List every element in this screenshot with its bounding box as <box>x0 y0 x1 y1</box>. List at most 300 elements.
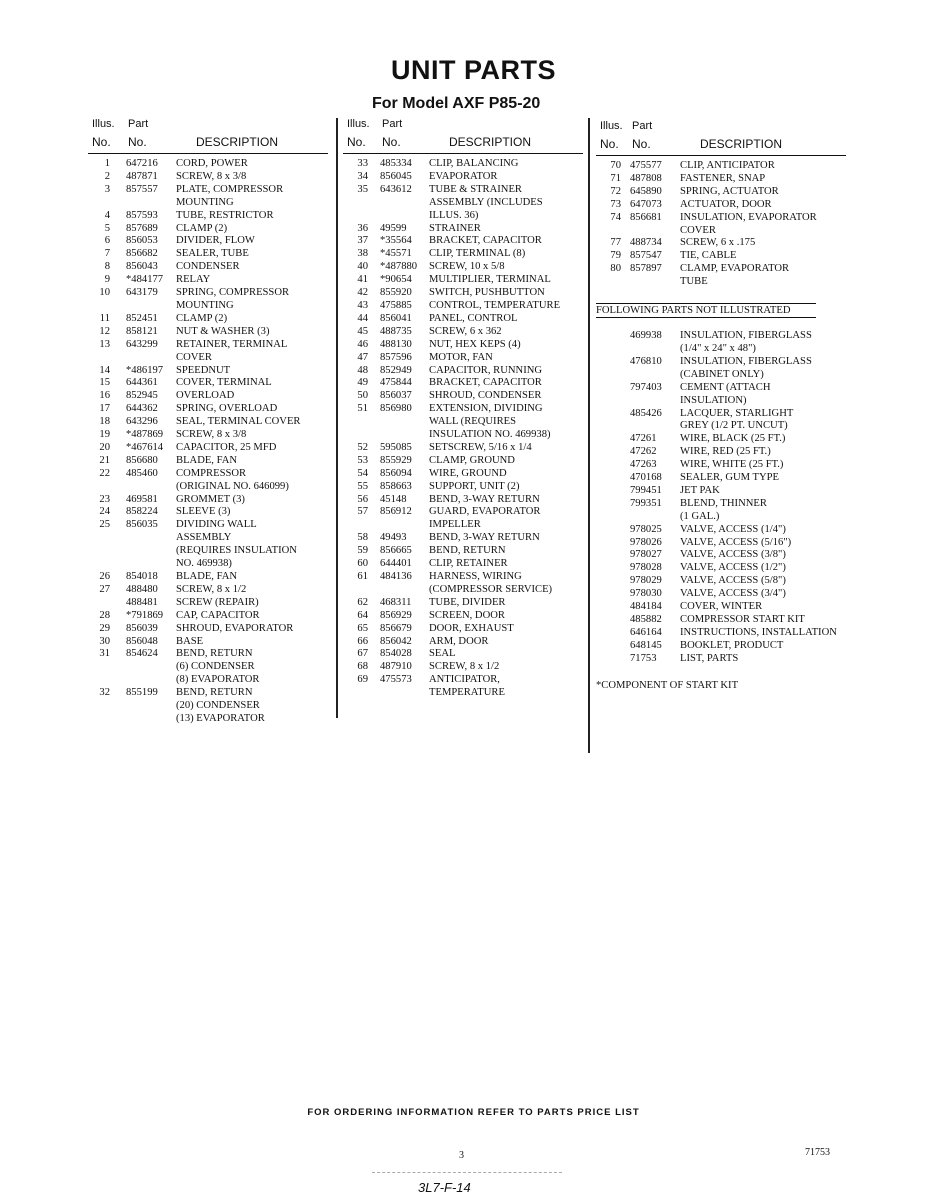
part-description: VALVE, ACCESS (5/16") <box>680 536 792 548</box>
illus-number: 20 <box>99 441 110 453</box>
illus-number: 26 <box>99 571 110 582</box>
table-row <box>596 237 846 250</box>
part-number: 978029 <box>630 575 662 587</box>
part-description: COMPRESSOR (ORIGINAL NO. 646099) <box>176 467 289 492</box>
part-number: 484184 <box>630 601 662 613</box>
part-description: BEND, 3-WAY RETURN <box>429 493 540 505</box>
illus-number: 9 <box>104 274 110 286</box>
part-description: BOOKLET, PRODUCT <box>680 639 784 651</box>
part-number: *484177 <box>126 274 164 286</box>
header-row-2 <box>88 135 328 154</box>
table-row <box>343 248 583 261</box>
part-description: NUT & WASHER (3) <box>176 325 270 337</box>
illus-number: 51 <box>357 403 368 415</box>
part-number: 645890 <box>630 185 662 197</box>
table-row <box>596 356 846 382</box>
part-description: SHROUD, EVAPORATOR <box>176 622 294 634</box>
part-description: SEAL <box>429 648 456 660</box>
illus-number: 14 <box>99 364 110 376</box>
part-description: LIST, PARTS <box>680 652 739 664</box>
part-description: SCREW, 8 x 3/8 <box>176 429 247 441</box>
illus-number: 18 <box>99 416 110 428</box>
part-description: INSTRUCTIONS, INSTALLATION <box>680 626 837 638</box>
part-description: SWITCH, PUSHBUTTON <box>429 287 545 299</box>
part-description: FASTENER, SNAP <box>680 172 766 184</box>
part-number: 856682 <box>126 248 158 260</box>
table-row <box>88 210 328 223</box>
illus-number: 72 <box>610 185 621 197</box>
part-number: 857596 <box>380 351 412 363</box>
illus-number: 64 <box>357 609 368 621</box>
illus-number: 36 <box>357 222 368 234</box>
illus-number: 11 <box>99 312 110 324</box>
illus-number: 73 <box>610 198 621 210</box>
part-description: DIVIDING WALL ASSEMBLY (REQUIRES INSULATION NO. 469938) <box>176 519 297 570</box>
part-description: CAPACITOR, RUNNING <box>429 364 543 376</box>
table-row <box>343 597 583 610</box>
part-description: RETAINER, TERMINAL COVER <box>176 338 288 363</box>
table-row <box>596 627 846 640</box>
part-description: CAP, CAPACITOR <box>176 609 260 621</box>
page-number: 3 <box>459 1150 464 1161</box>
table-row <box>88 377 328 390</box>
table-row <box>343 377 583 390</box>
part-description: BASE <box>176 635 204 647</box>
part-number: 856680 <box>126 454 158 466</box>
part-number: 475844 <box>380 377 412 389</box>
illus-number: 28 <box>99 609 110 621</box>
table-row <box>343 235 583 248</box>
part-number: 488481 <box>126 596 158 608</box>
table-row <box>596 498 846 524</box>
table-row <box>88 494 328 507</box>
table-row <box>343 636 583 649</box>
part-description: ARM, DOOR <box>429 635 489 647</box>
table-row <box>596 549 846 562</box>
part-description: VALVE, ACCESS (3/8") <box>680 549 786 561</box>
part-number: 852945 <box>126 390 158 402</box>
part-description: WIRE, GROUND <box>429 467 507 479</box>
illus-number: 37 <box>357 235 368 247</box>
part-description: WIRE, BLACK (25 FT.) <box>680 433 786 445</box>
part-description: SCREW, 6 x 362 <box>429 325 502 337</box>
part-description: SCREW, 6 x .175 <box>680 237 756 249</box>
illus-number: 65 <box>357 622 368 634</box>
part-description: SEALER, GUM TYPE <box>680 472 779 484</box>
illus-number: 38 <box>357 248 368 260</box>
table-row <box>596 537 846 550</box>
table-row <box>343 313 583 326</box>
part-description: CLAMP, EVAPORATOR TUBE <box>680 263 790 288</box>
illus-number: 48 <box>357 364 368 376</box>
part-description: DIVIDER, FLOW <box>176 235 255 247</box>
illus-number: 70 <box>610 160 621 171</box>
part-description: INSULATION, FIBERGLASS (CABINET ONLY) <box>680 355 812 380</box>
part-number: *35564 <box>380 235 412 247</box>
table-row <box>596 588 846 601</box>
part-description: NUT, HEX KEPS (4) <box>429 338 521 350</box>
part-description: CAPACITOR, 25 MFD <box>176 441 277 453</box>
header-no: No. <box>92 135 111 149</box>
part-description: MULTIPLIER, TERMINAL <box>429 274 551 286</box>
part-number: 643612 <box>380 183 412 195</box>
part-number: *791869 <box>126 609 164 621</box>
part-description: CLAMP, GROUND <box>429 454 515 466</box>
part-description: CEMENT (ATTACH INSULATION) <box>680 381 771 406</box>
parts-column-3 <box>596 120 846 691</box>
illus-number: 54 <box>357 467 368 479</box>
table-row <box>596 485 846 498</box>
illus-number: 24 <box>99 506 110 518</box>
illus-number: 55 <box>357 480 368 492</box>
part-number: 856665 <box>380 545 412 557</box>
illus-number: 67 <box>357 648 368 660</box>
table-row <box>343 610 583 623</box>
table-row <box>596 459 846 472</box>
part-number: 49493 <box>380 532 407 544</box>
part-number: *486197 <box>126 364 164 376</box>
part-number: 857593 <box>126 209 158 221</box>
part-description: BEND, RETURN <box>429 545 506 557</box>
part-description: STRAINER <box>429 222 481 234</box>
part-description: SUPPORT, UNIT (2) <box>429 480 520 492</box>
table-row <box>343 532 583 545</box>
part-number: 852451 <box>126 312 158 324</box>
illus-number: 22 <box>99 467 110 479</box>
table-row <box>343 365 583 378</box>
illus-number: 80 <box>610 263 621 275</box>
part-number: 856980 <box>380 403 412 415</box>
table-row <box>596 575 846 588</box>
illus-number: 16 <box>99 390 110 402</box>
part-number: 856679 <box>380 622 412 634</box>
illus-number: 7 <box>104 248 110 260</box>
illus-number: 8 <box>104 261 110 273</box>
illus-number: 10 <box>99 287 110 299</box>
part-number: 643296 <box>126 416 158 428</box>
table-row <box>88 158 328 171</box>
part-description: RELAY <box>176 274 211 286</box>
part-number: 647216 <box>126 158 158 169</box>
part-number: 856929 <box>380 609 412 621</box>
part-number: 475573 <box>380 674 412 686</box>
illus-number: 2 <box>104 170 110 182</box>
part-description: SEAL, TERMINAL COVER <box>176 416 301 428</box>
part-number: 71753 <box>630 652 657 664</box>
table-row <box>88 429 328 442</box>
part-number: 487910 <box>380 661 412 673</box>
part-description: OVERLOAD <box>176 390 235 402</box>
table-row <box>343 481 583 494</box>
footnote: *COMPONENT OF START KIT <box>596 679 739 691</box>
table-row <box>596 446 846 459</box>
part-number: 855199 <box>126 687 158 699</box>
header-description: DESCRIPTION <box>449 135 532 149</box>
part-number: 49599 <box>380 222 407 234</box>
illus-number: 3 <box>104 183 110 195</box>
table-row <box>88 171 328 184</box>
header-row-1 <box>596 120 846 137</box>
table-row <box>88 184 328 210</box>
part-description: COVER, WINTER <box>680 601 763 613</box>
header-part-no: No. <box>632 137 651 151</box>
table-row <box>343 494 583 507</box>
table-row <box>596 382 846 408</box>
table-row <box>88 468 328 494</box>
part-description: INSULATION, EVAPORATOR COVER <box>680 211 817 236</box>
part-description: SETSCREW, 5/16 x 1/4 <box>429 441 532 453</box>
part-number: 488735 <box>380 325 412 337</box>
part-description: GUARD, EVAPORATOR IMPELLER <box>429 506 541 531</box>
part-description: EVAPORATOR <box>429 170 498 182</box>
part-number: 646164 <box>630 626 662 638</box>
header-row-2 <box>343 135 583 154</box>
illus-number: 68 <box>357 661 368 673</box>
part-number: 488734 <box>630 237 662 249</box>
part-description: VALVE, ACCESS (5/8") <box>680 575 786 587</box>
header-part-no: No. <box>128 135 147 149</box>
part-number: 470168 <box>630 472 662 484</box>
table-row <box>88 571 328 584</box>
table-row <box>596 160 846 173</box>
illus-number: 61 <box>357 571 368 582</box>
table-row <box>88 416 328 429</box>
illus-number: 19 <box>99 429 110 441</box>
part-description: CORD, POWER <box>176 158 248 169</box>
table-row <box>343 184 583 223</box>
table-row <box>343 468 583 481</box>
part-number: 852949 <box>380 364 412 376</box>
part-description: EXTENSION, DIVIDING WALL (REQUIRES INSULATION NO. 469938) <box>429 403 551 441</box>
part-description: CONDENSER <box>176 261 240 273</box>
part-description: CLIP, TERMINAL (8) <box>429 248 526 260</box>
part-description: CLIP, BALANCING <box>429 158 519 169</box>
table-row <box>88 623 328 636</box>
part-description: GROMMET (3) <box>176 493 245 505</box>
table-row <box>88 274 328 287</box>
table-row <box>88 261 328 274</box>
part-description: COVER, TERMINAL <box>176 377 272 389</box>
illus-number: 17 <box>99 403 110 415</box>
part-description: WIRE, RED (25 FT.) <box>680 446 771 458</box>
part-description: DOOR, EXHAUST <box>429 622 514 634</box>
illus-number: 79 <box>610 250 621 262</box>
part-description: JET PAK <box>680 484 720 496</box>
not-illustrated-heading: FOLLOWING PARTS NOT ILLUSTRATED <box>596 303 816 318</box>
part-description: BEND, RETURN (6) CONDENSER (8) EVAPORATOR <box>176 648 260 686</box>
illus-number: 23 <box>99 493 110 505</box>
table-row <box>596 330 846 356</box>
header-description: DESCRIPTION <box>196 135 279 149</box>
part-number: 797403 <box>630 381 662 393</box>
table-row <box>596 186 846 199</box>
table-row <box>343 571 583 597</box>
table-row <box>343 274 583 287</box>
part-description: VALVE, ACCESS (3/4") <box>680 588 786 600</box>
part-number: 475885 <box>380 299 412 311</box>
table-row <box>88 339 328 365</box>
illus-number: 13 <box>99 338 110 350</box>
part-number: 644361 <box>126 377 158 389</box>
table-row <box>343 506 583 532</box>
illus-number: 25 <box>99 519 110 531</box>
part-number: 643179 <box>126 287 158 299</box>
part-number: 469938 <box>630 330 662 342</box>
illus-number: 53 <box>357 454 368 466</box>
part-description: COMPRESSOR START KIT <box>680 614 805 625</box>
part-number: 487808 <box>630 172 662 184</box>
part-description: SCREW, 10 x 5/8 <box>429 261 505 273</box>
part-description: BLEND, THINNER (1 GAL.) <box>680 497 767 522</box>
part-description: SLEEVE (3) <box>176 506 231 518</box>
table-row <box>596 408 846 434</box>
part-number: 858224 <box>126 506 158 518</box>
part-description: BEND, RETURN (20) CONDENSER (13) EVAPORATOR <box>176 687 265 724</box>
illus-number: 47 <box>357 351 368 363</box>
part-description: SCREW (REPAIR) <box>176 596 259 608</box>
table-row <box>88 442 328 455</box>
table-row <box>343 300 583 313</box>
part-description: SPRING, ACTUATOR <box>680 185 779 197</box>
part-description: SEALER, TUBE <box>176 248 249 260</box>
table-row <box>596 562 846 575</box>
header-no: No. <box>600 137 619 151</box>
part-number: 476810 <box>630 355 662 367</box>
illus-number: 32 <box>99 687 110 699</box>
illus-number: 5 <box>104 222 110 234</box>
illus-number: 1 <box>104 158 110 169</box>
illus-number: 52 <box>357 441 368 453</box>
part-description: BRACKET, CAPACITOR <box>429 235 542 247</box>
table-row <box>343 403 583 442</box>
table-row <box>88 235 328 248</box>
table-row <box>343 171 583 184</box>
table-row <box>343 558 583 571</box>
illus-number: 6 <box>104 235 110 247</box>
table-row <box>343 352 583 365</box>
part-number: 488480 <box>126 583 158 595</box>
part-description: SPRING, OVERLOAD <box>176 403 278 415</box>
column-divider <box>336 118 338 718</box>
table-row <box>88 403 328 416</box>
header-illus: Illus. <box>92 118 115 130</box>
illus-number: 43 <box>357 299 368 311</box>
illus-number: 21 <box>99 454 110 466</box>
header-description: DESCRIPTION <box>700 137 783 151</box>
header-part: Part <box>632 120 653 132</box>
illus-number: 71 <box>610 172 621 184</box>
part-number: 45148 <box>380 493 407 505</box>
part-number: 857689 <box>126 222 158 234</box>
part-number: 644401 <box>380 558 412 570</box>
header-part: Part <box>382 118 403 130</box>
part-number: 978026 <box>630 536 662 548</box>
part-number: 643299 <box>126 338 158 350</box>
part-number: 856037 <box>380 390 412 402</box>
part-number: 468311 <box>380 596 412 608</box>
table-row <box>596 199 846 212</box>
handwritten-note: 3L7-F-14 <box>418 1180 471 1195</box>
illus-number: 49 <box>357 377 368 389</box>
table-row <box>343 661 583 674</box>
part-number: 487871 <box>126 170 158 182</box>
part-description: VALVE, ACCESS (1/2") <box>680 562 786 574</box>
parts-list <box>596 160 846 289</box>
table-row <box>343 326 583 339</box>
table-row <box>596 524 846 537</box>
table-row <box>88 636 328 649</box>
part-description: TUBE & STRAINER ASSEMBLY (INCLUDES ILLUS. 36) <box>429 183 543 221</box>
part-description: BRACKET, CAPACITOR <box>429 377 542 389</box>
model-subtitle: For Model AXF P85-20 <box>372 95 541 112</box>
illus-number: 42 <box>357 287 368 299</box>
part-number: *467614 <box>126 441 164 453</box>
part-number: 854624 <box>126 648 158 660</box>
parts-list <box>596 330 846 666</box>
illus-number: 29 <box>99 622 110 634</box>
table-row <box>596 263 846 289</box>
header-illus: Illus. <box>347 118 370 130</box>
document-number: 71753 <box>805 1147 830 1158</box>
part-description: INSULATION, FIBERGLASS (1/4" x 24" x 48") <box>680 330 812 354</box>
table-row <box>596 433 846 446</box>
table-row <box>88 648 328 687</box>
part-description: CLAMP (2) <box>176 312 228 324</box>
part-description: SPRING, COMPRESSOR MOUNTING <box>176 287 290 311</box>
ordering-note: FOR ORDERING INFORMATION REFER TO PARTS PRICE LIST <box>307 1107 640 1118</box>
part-number: 47261 <box>630 433 657 445</box>
part-description: PLATE, COMPRESSOR MOUNTING <box>176 183 284 208</box>
table-row <box>343 442 583 455</box>
part-description: ACTUATOR, DOOR <box>680 198 772 210</box>
part-description: WIRE, WHITE (25 FT.) <box>680 459 784 471</box>
illus-number: 46 <box>357 338 368 350</box>
part-number: 978027 <box>630 549 662 561</box>
part-description: HARNESS, WIRING (COMPRESSOR SERVICE) <box>429 571 553 595</box>
illus-number: 66 <box>357 635 368 647</box>
table-row <box>343 623 583 636</box>
page-title: UNIT PARTS <box>391 55 556 85</box>
header-row-2 <box>596 137 846 156</box>
part-description: SCREEN, DOOR <box>429 609 505 621</box>
part-number: 857547 <box>630 250 662 262</box>
part-number: 856912 <box>380 506 412 518</box>
table-row <box>88 597 328 610</box>
table-row <box>596 212 846 238</box>
table-row <box>343 545 583 558</box>
illus-number: 30 <box>99 635 110 647</box>
part-description: BLADE, FAN <box>176 571 238 582</box>
part-description: MOTOR, FAN <box>429 351 493 363</box>
part-number: 469581 <box>126 493 158 505</box>
table-row <box>88 287 328 313</box>
part-number: 856045 <box>380 170 412 182</box>
table-row <box>88 455 328 468</box>
table-row <box>343 455 583 468</box>
table-row <box>596 614 846 627</box>
part-number: 858121 <box>126 325 158 337</box>
table-row <box>343 261 583 274</box>
part-number: 854028 <box>380 648 412 660</box>
part-number: 488130 <box>380 338 412 350</box>
table-row <box>596 250 846 263</box>
table-row <box>88 365 328 378</box>
part-number: 854018 <box>126 571 158 582</box>
part-number: 855929 <box>380 454 412 466</box>
part-description: SCREW, 8 x 3/8 <box>176 170 247 182</box>
table-row <box>596 173 846 186</box>
part-number: 856048 <box>126 635 158 647</box>
